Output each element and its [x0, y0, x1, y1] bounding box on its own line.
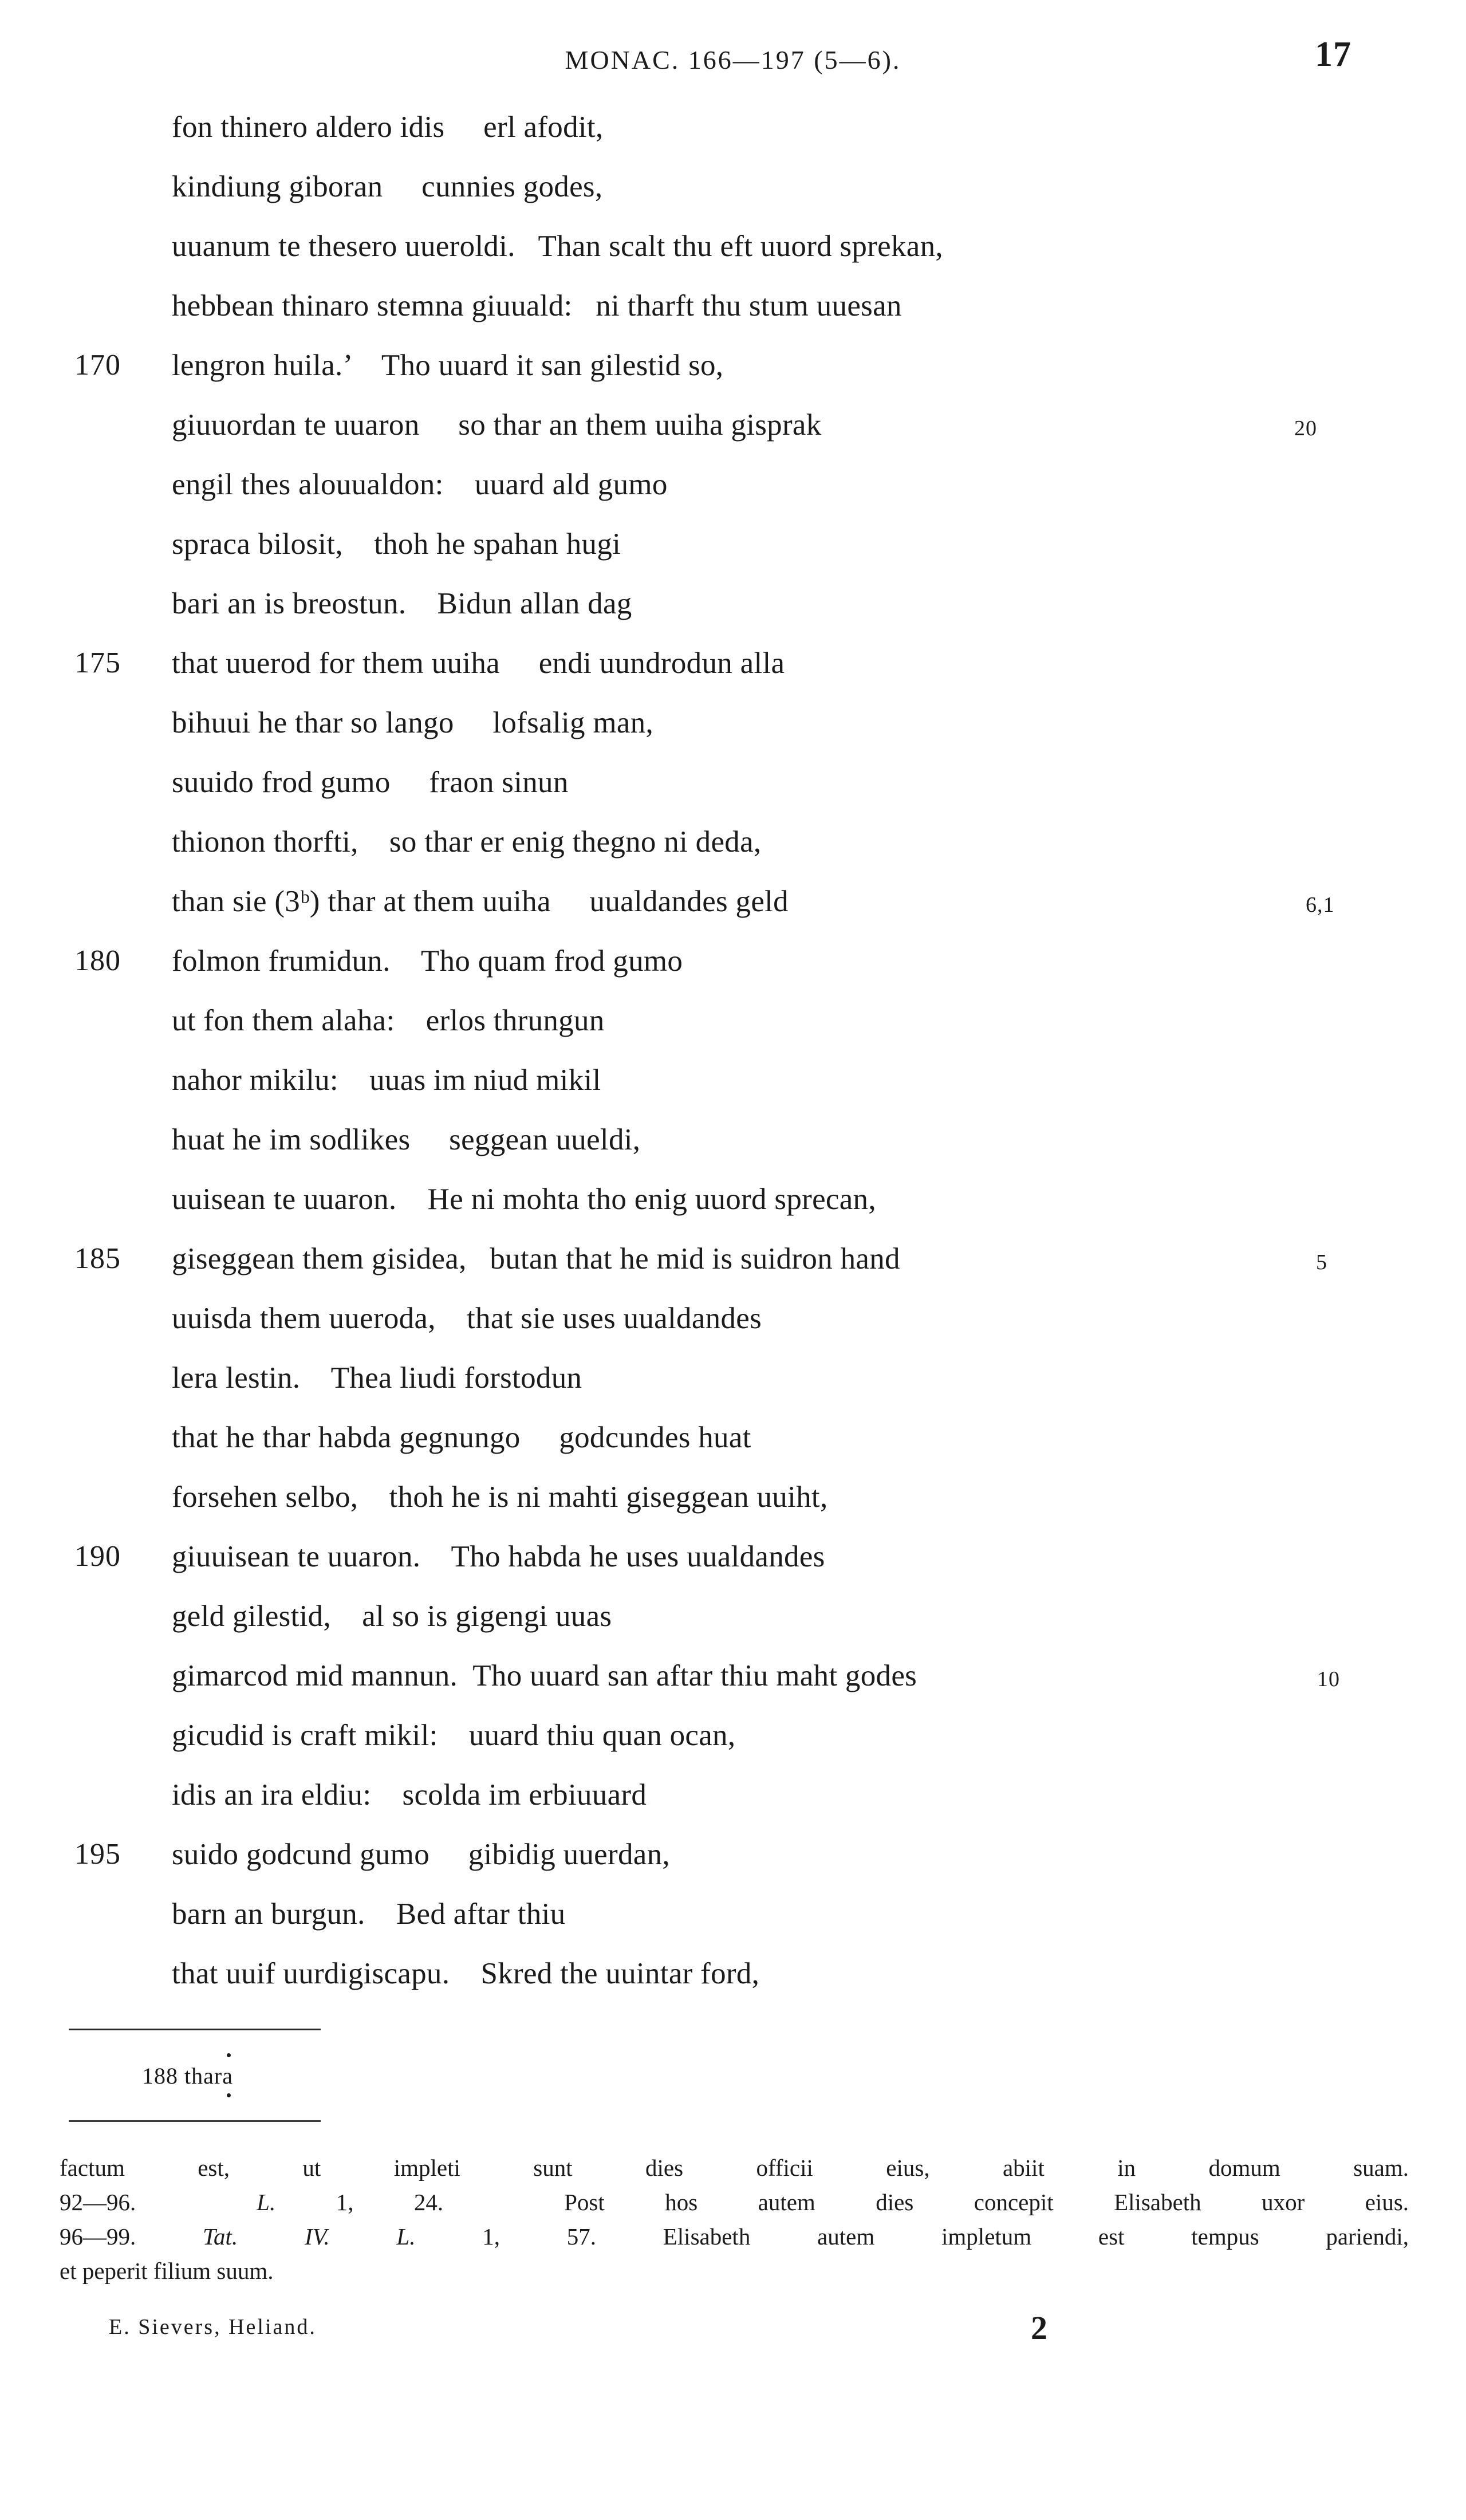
verse-line [74, 1050, 1397, 1110]
verse-line-text: gimarcod mid mannun. Tho uuard san aftar thiu maht godes [172, 1659, 917, 1692]
verse-line-text: uuanum te thesero uueroldi. Than scalt thu eft uuord sprekan, [172, 230, 943, 263]
verse-line-text: kindiung giboran cunnies godes, [172, 170, 603, 203]
verse-line-number: 175 [74, 647, 121, 679]
verse-line [74, 1527, 1397, 1586]
apparatus-rule-bottom [69, 2120, 321, 2122]
verse-line [74, 931, 1397, 991]
verse-line-text: thionon thorfti, so thar er enig thegno ni deda, [172, 825, 762, 859]
verse-line [74, 1765, 1397, 1825]
verse-line-text: that uuerod for them uuiha endi uundrodun alla [172, 647, 785, 680]
verse-line [74, 991, 1397, 1050]
quire-number: 2 [1031, 2309, 1047, 2346]
verse-line [74, 872, 1397, 931]
verse-line-text: suuido frod gumo fraon sinun [172, 766, 569, 799]
verse-line-text: gicudid is craft mikil: uuard thiu quan ocan, [172, 1719, 736, 1752]
verse-line-text: uuisean te uuaron. He ni mohta tho enig uuord sprecan, [172, 1183, 876, 1216]
verse-line [74, 395, 1397, 455]
verse-line [74, 1229, 1397, 1289]
latin-note-line [60, 2185, 1409, 2219]
verse-line [74, 693, 1397, 753]
footer-row [0, 2309, 1466, 2366]
verse-block [0, 97, 1466, 2003]
verse-line-text: uuisda them uueroda, that sie uses uualdandes [172, 1302, 762, 1335]
latin-quote: Elisabeth autem impletum est tempus pariendi, [663, 2223, 1409, 2250]
running-head-title: MONAC. 166—197 (5—6). [565, 45, 901, 74]
verse-line [74, 455, 1397, 514]
verse-line [74, 1348, 1397, 1408]
apparatus-note-word: thara [184, 2063, 233, 2089]
verse-line-text: barn an burgun. Bed aftar thiu [172, 1897, 566, 1931]
verse-line-text: ut fon them alaha: erlos thrungun [172, 1004, 605, 1037]
latin-note-line [60, 2219, 1409, 2254]
verse-line [74, 1289, 1397, 1348]
verse-line-text: bari an is breostun. Bidun allan dag [172, 587, 632, 620]
verse-line-text: engil thes alouualdon: uuard ald gumo [172, 468, 668, 501]
latin-source-notes [60, 2151, 1409, 2288]
verse-line-text: forsehen selbo, thoh he is ni mahti giseggean uuiht, [172, 1480, 828, 1514]
verse-line [74, 276, 1397, 336]
verse-line-text: suido godcund gumo gibidig uuerdan, [172, 1838, 670, 1871]
verse-line-text: huat he im sodlikes seggean uueldi, [172, 1123, 641, 1156]
verse-line-text: lera lestin. Thea liudi forstodun [172, 1361, 582, 1395]
page-number: 17 [1315, 35, 1351, 74]
verse-line-text: nahor mikilu: uuas im niud mikil [172, 1064, 601, 1097]
expunction-dotted-letter: a [222, 2063, 233, 2089]
running-head [0, 0, 1466, 86]
verse-line [74, 157, 1397, 216]
verse-line [74, 1170, 1397, 1229]
verse-margin-number: 6,1 [1306, 893, 1335, 917]
verse-line-text: bihuui he thar so lango lofsalig man, [172, 706, 654, 739]
latin-sigil: L. [257, 2189, 276, 2215]
latin-note-line: et peperit filium suum. [60, 2258, 274, 2284]
verse-line-text: geld gilestid, al so is gigengi uuas [172, 1600, 612, 1633]
verse-line [74, 1467, 1397, 1527]
verse-line-number: 180 [74, 944, 121, 977]
verse-line [74, 514, 1397, 574]
verse-line [74, 1110, 1397, 1170]
verse-line-text: hebbean thinaro stemna giuuald: ni tharft thu stum uuesan [172, 289, 902, 322]
verse-line-text: giseggean them gisidea, butan that he mid is suidron hand [172, 1242, 900, 1275]
verse-line [74, 97, 1397, 157]
verse-line [74, 574, 1397, 633]
verse-line-text: fon thinero aldero idis erl afodit, [172, 111, 604, 144]
latin-sigil: L. [396, 2223, 416, 2250]
latin-ref: 96—99. [60, 2223, 136, 2250]
verse-margin-number: 5 [1316, 1250, 1327, 1274]
verse-line-text: that he thar habda gegnungo godcundes huat [172, 1421, 751, 1454]
verse-line-number: 185 [74, 1242, 121, 1275]
verse-line-text: than sie (3ᵇ) thar at them uuiha uualdandes geld [172, 885, 789, 918]
verse-line [74, 216, 1397, 276]
verse-line [74, 1944, 1397, 2003]
verse-margin-number: 20 [1294, 416, 1317, 440]
latin-locus: 1, 57. [482, 2223, 596, 2250]
book-signature: E. Sievers, Heliand. [109, 2315, 317, 2339]
latin-quote: Post hos autem dies concepit Elisabeth uxor eius. [564, 2189, 1409, 2215]
verse-line [74, 1586, 1397, 1646]
latin-locus: 1, 24. [336, 2189, 444, 2215]
verse-line [74, 336, 1397, 395]
verse-line [74, 1825, 1397, 1884]
latin-sigil: Tat. IV. [203, 2223, 330, 2250]
verse-line [74, 1706, 1397, 1765]
verse-line-number: 195 [74, 1838, 121, 1871]
verse-line [74, 1646, 1397, 1706]
apparatus-note [142, 2062, 1466, 2089]
verse-line [74, 1884, 1397, 1944]
verse-line-text: giuuisean te uuaron. Tho habda he uses uualdandes [172, 1540, 825, 1573]
verse-line [74, 812, 1397, 872]
apparatus-note-line-number: 188 [142, 2063, 178, 2089]
verse-line-number: 190 [74, 1540, 121, 1573]
verse-line-text: lengron huila.’ Tho uuard it san gilestid so, [172, 349, 724, 382]
verse-line-text: folmon frumidun. Tho quam frod gumo [172, 944, 683, 978]
verse-line [74, 1408, 1397, 1467]
latin-note-line: factum est, ut impleti sunt dies officii eius, abiit in domum suam. [60, 2155, 1409, 2181]
verse-line [74, 753, 1397, 812]
apparatus-rule-top [69, 2029, 321, 2030]
verse-line-text: spraca bilosit, thoh he spahan hugi [172, 527, 621, 561]
verse-line-number: 170 [74, 349, 121, 381]
verse-line-text: giuuordan te uuaron so thar an them uuiha gisprak [172, 408, 822, 442]
verse-line-text: that uuif uurdigiscapu. Skred the uuintar ford, [172, 1957, 760, 1990]
latin-ref: 92—96. [60, 2189, 136, 2215]
verse-margin-number: 10 [1317, 1667, 1340, 1691]
verse-line [74, 633, 1397, 693]
verse-line-text: idis an ira eldiu: scolda im erbiuuard [172, 1778, 647, 1812]
